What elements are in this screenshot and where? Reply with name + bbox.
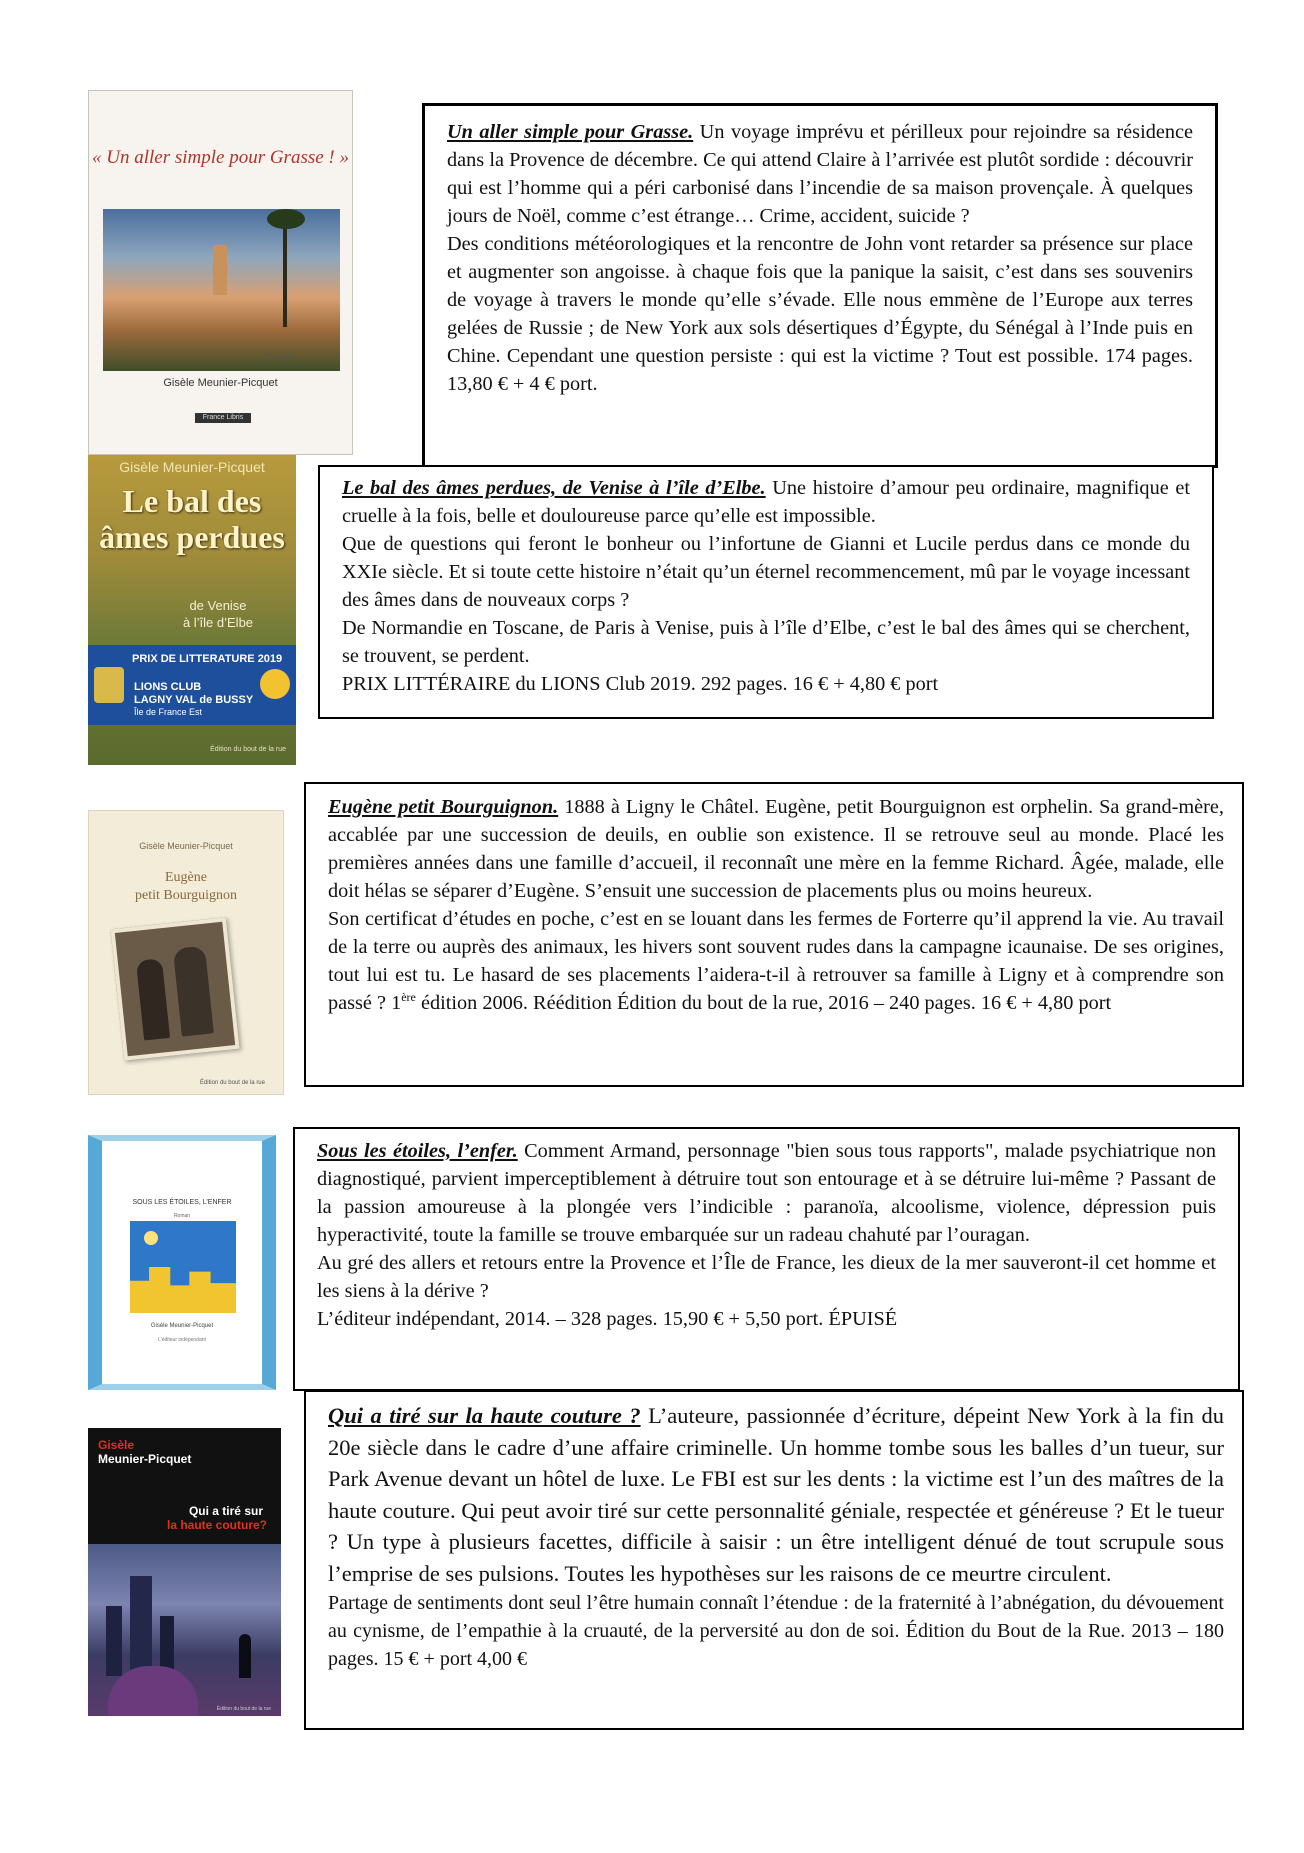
cover-genre: Roman <box>266 353 292 362</box>
description-paragraph: PRIX LITTÉRAIRE du LIONS Club 2019. 292 pages. 16 € + 4,80 € port <box>342 673 939 695</box>
description-paragraph: Son certificat d’études en poche, c’est en se louant dans les fermes de Forterre qu’il apprend la vie. Au travail de la terre ou auprès des animaux, les hivers sont souvent rudes dans la campagne icaunaise. De ses origines, tout lui est tu. Le hasard de ses placements l’aidera-t-il à retrouver sa famille à Ligny et à comprendre son passé ? 1ère édition 2006. Réédition Édition du bout de la rue, 2016 – 240 pages. 16 € + 4,80 port <box>328 908 1224 1014</box>
cover-photo <box>103 209 340 371</box>
cover-title: « Un aller simple pour Grasse ! » <box>91 147 350 168</box>
city-icon <box>130 1267 236 1313</box>
cover-publisher: Édition du bout de la rue <box>216 1706 271 1712</box>
cover-publisher: L’éditeur indépendant <box>158 1337 206 1343</box>
cover-genre: Roman <box>173 1213 191 1219</box>
book-title: Qui a tiré sur la haute couture ? <box>328 1403 641 1428</box>
cover-photo <box>88 1544 281 1716</box>
cover-photo <box>110 917 239 1060</box>
cover-illustration <box>130 1221 236 1313</box>
description-paragraph: Que de questions qui feront le bonheur ou l’infortune de Gianni et Lucile perdus dans ce monde du XXIe siècle. Et si toute cette histoire n’était qu’un éternel recommencement, mû par le voyage incessant des âmes dans de nouveaux corps ? <box>342 533 1190 611</box>
cover-publisher: France Libris <box>195 413 251 423</box>
description-paragraph: Sous les étoiles, l’enfer. Comment Armand, personnage "bien sous tous rapports", malade psychiatrique non diagnostiqué, parvient imperceptiblement à détruire tout son entourage et à se détruire lui-même ? Passant de la passion amoureuse à la plongée vers l’indicible : paranoïa, alcoolisme, violence, dépression puis hyperactivité, toute la famille se trouve embarquée sur un radeau chahuté par l’ouragan. <box>317 1140 1216 1246</box>
description-paragraph: Au gré des allers et retours entre la Provence et l’Île de France, les dieux de la mer sauveront-il cet homme et les siens à la dérive ? <box>317 1252 1216 1302</box>
book-description-bal <box>318 465 1214 719</box>
description-paragraph: Le bal des âmes perdues, de Venise à l’île d’Elbe. Une histoire d’amour peu ordinaire, magnifique et cruelle à la fois, belle et douloureuse parce qu’elle est impossible. <box>342 477 1190 527</box>
book-description-etoiles <box>293 1127 1240 1391</box>
cover-author: Gisèle Meunier-Picquet <box>139 841 233 851</box>
book-cover-etoiles <box>88 1135 276 1390</box>
cover-publisher: Édition du bout de la rue <box>199 1080 265 1086</box>
cover-author-first: Gisèle <box>98 1438 135 1452</box>
cover-title-line1: Qui a tiré sur <box>188 1504 263 1518</box>
description-paragraph: Eugène petit Bourguignon. 1888 à Ligny le Châtel. Eugène, petit Bourguignon est orphelin. Sa grand-mère, accablée par une succession de deuils, en oublie son existence. Il se retrouve seul au monde. Placé les premières années dans une famille d’accueil, il reconnaît une mère en la femme Richard. Âgée, malade, elle doit hélas se séparer d’Eugène. S’ensuit une succession de placements plus ou moins heureux. <box>328 796 1224 902</box>
book-title: Un aller simple pour Grasse. <box>447 121 694 143</box>
cover-title-line2: la haute couture? <box>166 1518 267 1532</box>
book-cover-eugene <box>88 810 284 1095</box>
book-description-eugene <box>304 782 1244 1087</box>
cover-title: Eugène petit Bourguignon <box>134 870 238 903</box>
book-title: Eugène petit Bourguignon. <box>328 796 559 818</box>
description-paragraph: Partage de sentiments dont seul l’être humain connaît l’étendue : de la fraternité à l’abnégation, du dévouement au cynisme, de l’empathie à la cruauté, de la perversité au don de soi. Édition du Bout de la Rue. 2013 – 180 pages. 15 € + port 4,00 € <box>328 1592 1224 1670</box>
book-cover-couture <box>88 1428 281 1716</box>
description-paragraph: L’éditeur indépendant, 2014. – 328 pages. 15,90 € + 5,50 port. ÉPUISÉ <box>317 1308 898 1330</box>
cover-title: Le bal des âmes perdues <box>99 483 285 555</box>
cover-publisher: Édition du bout de la rue <box>210 746 286 753</box>
lions-crest-icon <box>94 667 124 703</box>
book-cover-grasse <box>88 90 353 455</box>
moon-icon <box>144 1231 158 1245</box>
book-description-grasse <box>422 103 1218 468</box>
description-paragraph: Des conditions météorologiques et la rencontre de John vont retarder sa présence sur place et augmenter son angoisse. à chaque fois que la panique la saisit, c’est dans ses souvenirs de voyage à travers le monde qu’elle s’évade. Elle nous emmène de l’Europe aux terres gelées de Russie ; de New York aux sols désertiques d’Égypte, du Sénégal à l’Inde puis en Chine. Cependant une question persiste : qui est la victime ? Tout est possible. 174 pages. 13,80 € + 4 € port. <box>447 233 1193 395</box>
cover-author: Gisèle Meunier-Picquet <box>150 1323 214 1329</box>
cover-author-last: Meunier-Picquet <box>98 1452 192 1466</box>
cover-author: Gisèle Meunier-Picquet <box>119 459 265 475</box>
description-paragraph: De Normandie en Toscane, de Paris à Venise, puis à l’île d’Elbe, c’est le bal des âmes qui se cherchent, se trouvent, se perdent. <box>342 617 1190 667</box>
book-title: Le bal des âmes perdues, de Venise à l’île d’Elbe. <box>342 477 766 499</box>
book-description-couture <box>304 1390 1244 1730</box>
prize-band: PRIX DE LITTERATURE 2019 LIONS CLUB LAGNY VAL de BUSSY Île de France Est <box>88 645 296 725</box>
cover-title: SOUS LES ÉTOILES, L’ENFER <box>132 1199 232 1206</box>
book-cover-bal <box>88 455 296 765</box>
cover-subtitle: de Venise à l’île d’Elbe <box>182 598 254 630</box>
lions-logo-icon <box>260 669 290 699</box>
book-title: Sous les étoiles, l’enfer. <box>317 1140 518 1162</box>
description-paragraph: Qui a tiré sur la haute couture ? L’auteure, passionnée d’écriture, dépeint New York à la fin du 20e siècle dans le cadre d’une affaire criminelle. Un homme tombe sous les balles d’un tueur, sur Park Avenue devant un hôtel de luxe. Le FBI est sur les dents : la victime est l’un des maîtres de la haute couture. Qui peut avoir tiré sur cette personnalité géniale, respectée et généreuse ? Et le tueur ? Un type à plusieurs facettes, difficile à saisir : un être intelligent dénué de tout scrupule sous l’emprise de ses pulsions. Toutes les hypothèses sur les raisons de ce meurtre circulent. <box>328 1403 1225 1586</box>
cover-author: Gisèle Meunier-Picquet <box>163 377 278 389</box>
description-paragraph: Un aller simple pour Grasse. Un voyage imprévu et périlleux pour rejoindre sa résidence dans la Provence de décembre. Ce qui attend Claire à l’arrivée est plutôt sordide : découvrir qui est l’homme qui a péri carbonisé dans l’incendie de sa maison provençale. À quelques jours de Noël, comme c’est étrange… Crime, accident, suicide ? <box>447 121 1193 227</box>
